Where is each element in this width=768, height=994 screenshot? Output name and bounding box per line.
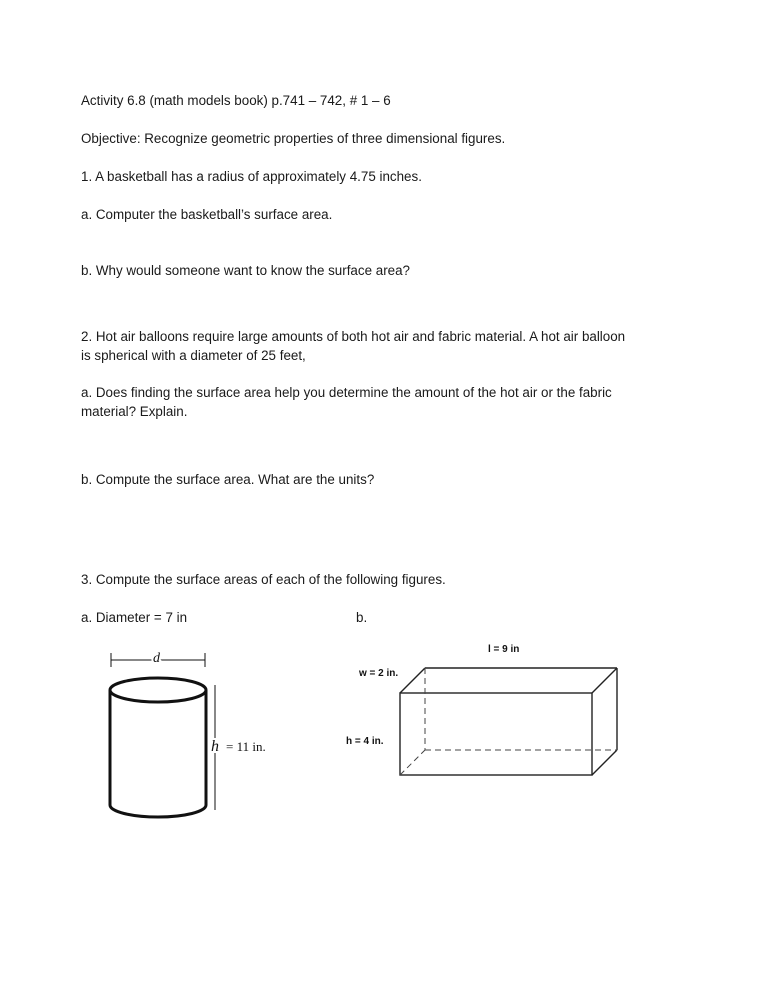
question-2-stem-line1: 2. Hot air balloons require large amounts of both hot air and fabric material. A hot air balloon — [81, 329, 626, 344]
objective-text: Objective: Recognize geometric properties of three dimensional figures. — [81, 131, 506, 146]
height-value-label: = 11 in. — [226, 739, 266, 754]
cylinder-figure — [95, 645, 295, 825]
question-2a-line1: a. Does finding the surface area help you determine the amount of the hot air or the fabric — [81, 385, 612, 400]
length-label: l = 9 in — [488, 644, 520, 655]
width-label: w = 2 in. — [359, 668, 399, 679]
question-3a-label: a. Diameter = 7 in — [81, 610, 188, 625]
question-1-stem: 1. A basketball has a radius of approximately 4.75 inches. — [81, 169, 422, 184]
activity-header: Activity 6.8 (math models book) p.741 – 742, # 1 – 6 — [81, 93, 391, 108]
question-3b-label: b. — [356, 610, 368, 625]
question-1b: b. Why would someone want to know the surface area? — [81, 263, 410, 278]
box-figure — [340, 640, 640, 790]
height-label: h = 4 in. — [346, 736, 384, 747]
question-2-stem-line2: is spherical with a diameter of 25 feet, — [81, 348, 306, 363]
question-1a: a. Computer the basketball’s surface area. — [81, 207, 333, 222]
question-2a-line2: material? Explain. — [81, 404, 188, 419]
height-variable-label: h — [211, 738, 219, 755]
question-2b: b. Compute the surface area. What are the units? — [81, 472, 375, 487]
diameter-label: d — [153, 651, 160, 666]
question-3-stem: 3. Compute the surface areas of each of the following figures. — [81, 572, 446, 587]
